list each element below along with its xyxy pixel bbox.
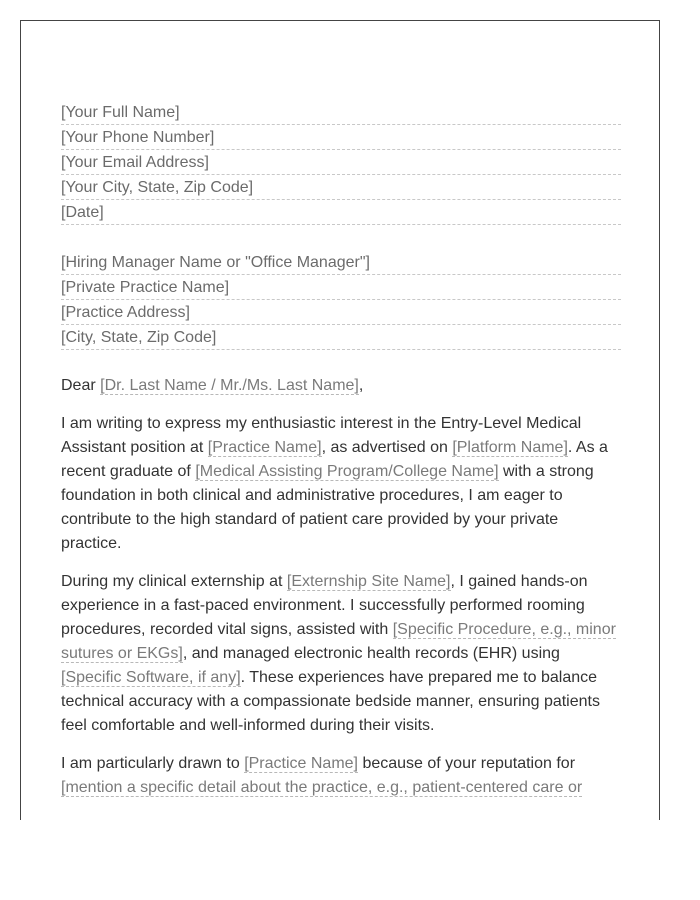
para2-text-4: . These experiences have prepared me to balance technical accuracy with a compassionate bedside manner, ensuring patients feel comfortable and well-informed during their visits. (61, 669, 600, 734)
recipient-city-field[interactable]: [City, State, Zip Code] (61, 326, 621, 350)
para2-text-3: , and managed electronic health records (EHR) using (182, 645, 560, 662)
sender-phone-field[interactable]: [Your Phone Number] (61, 126, 621, 150)
practice-detail-placeholder[interactable]: [mention a specific detail about the practice, e.g., patient-centered care or (61, 779, 583, 796)
specific-procedure-placeholder[interactable]: [Specific Procedure, e.g., minor sutures or EKGs] (61, 621, 616, 662)
para1-text-4: with a strong foundation in both clinical and administrative procedures, I am eager to contribute to the high standard of patient care provided by your private practice. (61, 463, 594, 552)
paragraph-experience (61, 570, 621, 738)
para1-text-2: , as advertised on (321, 439, 453, 456)
salutation-name-placeholder[interactable]: [Dr. Last Name / Mr./Ms. Last Name] (100, 377, 359, 394)
practice-name-placeholder[interactable]: [Practice Name] (207, 439, 322, 456)
sender-name-field[interactable]: [Your Full Name] (61, 101, 621, 125)
sender-email-field[interactable]: [Your Email Address] (61, 151, 621, 175)
program-name-placeholder[interactable]: [Medical Assisting Program/College Name] (195, 463, 499, 480)
para1-text-1: I am writing to express my enthusiastic interest in the Entry-Level Medical Assistant position at (61, 415, 582, 456)
platform-name-placeholder[interactable]: [Platform Name] (452, 439, 568, 456)
specific-software-placeholder[interactable]: [Specific Software, if any] (61, 669, 241, 686)
salutation (61, 374, 621, 398)
letter-content (61, 101, 621, 800)
date-field[interactable]: [Date] (61, 201, 621, 225)
recipient-name-field[interactable]: [Hiring Manager Name or "Office Manager"] (61, 251, 621, 275)
paragraph-motivation (61, 752, 621, 800)
recipient-address-field[interactable]: [Practice Address] (61, 301, 621, 325)
letter-page (20, 20, 660, 820)
sender-city-field[interactable]: [Your City, State, Zip Code] (61, 176, 621, 200)
para2-text-2: , I gained hands-on experience in a fast-paced environment. I successfully performed rooming procedures, recorded vital signs, assisted with (61, 573, 588, 638)
practice-name-placeholder-2[interactable]: [Practice Name] (244, 755, 358, 772)
sender-block (61, 101, 621, 225)
recipient-practice-field[interactable]: [Private Practice Name] (61, 276, 621, 300)
para3-text-1: I am particularly drawn to (61, 755, 245, 772)
para2-text-1: During my clinical externship at (61, 573, 287, 590)
para1-text-3: . As a recent graduate of (61, 439, 608, 480)
externship-site-placeholder[interactable]: [Externship Site Name] (286, 573, 451, 590)
salutation-prefix: Dear (61, 377, 101, 394)
para3-text-2: because of your reputation for (358, 755, 576, 772)
paragraph-intro (61, 412, 621, 556)
block-spacer (61, 226, 621, 251)
recipient-block (61, 251, 621, 350)
salutation-suffix: , (358, 377, 364, 394)
